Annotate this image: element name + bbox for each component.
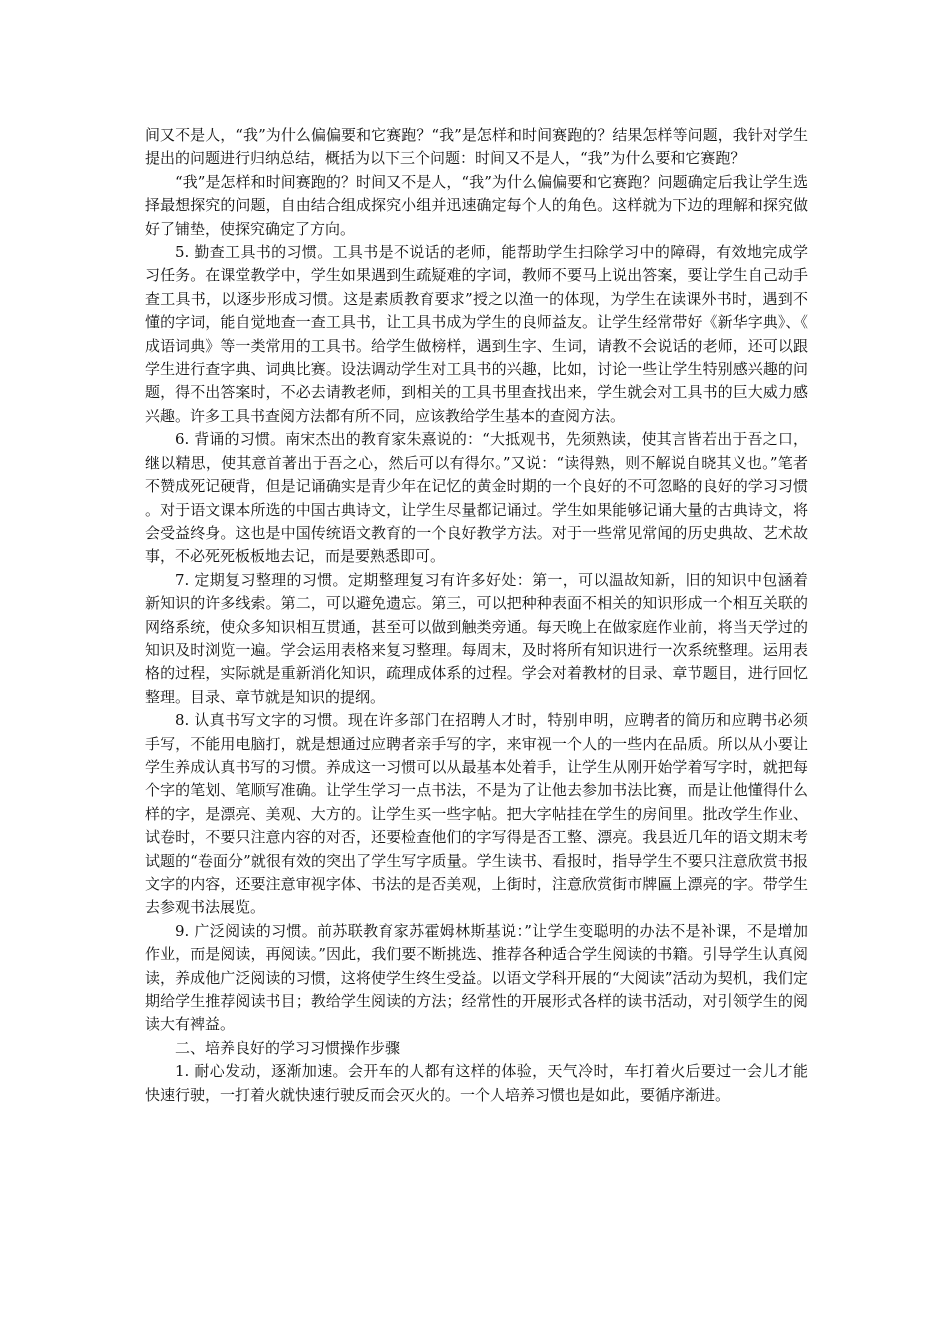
paragraph-habit-6-recitation: 6. 背诵的习惯。南宋杰出的教育家朱熹说的：“大抵观书，先须熟读，使其言皆若出于吾之口，继以精思，使其意首著出于吾之心，然后可以有得尔。”又说：“读得熟，则不解说自晓其义也。”笔者不赞成死记硬背，但是记诵确实是青少年在记忆的黄金时期的一个良好的不可忽略的良好的学习习惯。对于语文课本所选的中国古典诗文，让学生尽量都记诵过。学生如果能够记诵大量的古典诗文，将会受益终身。这也是中国传统语文教育的一个良好教学方法。对于一些常见常闻的历史典故、艺术故事，不必死死板板地去记，而是要熟悉即可。	[145, 430, 808, 566]
paragraph-inquiry-questions: “我”是怎样和时间赛跑的？时间又不是人，“我”为什么偏偏要和它赛跑？问题确定后我让学生选择最想探究的问题，自由结合组成探究小组并迅速确定每个人的角色。这样就为下边的理解和探究做好了铺垫，使探究确定了方向。	[145, 172, 808, 238]
paragraph-continuation: 间又不是人，“我”为什么偏偏要和它赛跑？“我”是怎样和时间赛跑的？结果怎样等问题，我针对学生提出的问题进行归纳总结，概括为以下三个问题：时间又不是人，“我”为什么要和它赛跑？	[145, 126, 808, 168]
paragraph-step-1: 1. 耐心发动，逐渐加速。会开车的人都有这样的体验，天气冷时，车打着火后要过一会儿才能快速行驶，一打着火就快速行驶反而会灭火的。一个人培养习惯也是如此，要循序渐进。	[145, 1062, 808, 1104]
document-page	[145, 124, 808, 1107]
section-heading-steps: 二、培养良好的学习习惯操作步骤	[175, 1038, 401, 1057]
paragraph-habit-9-reading: 9. 广泛阅读的习惯。前苏联教育家苏霍姆林斯基说：”让学生变聪明的办法不是补课，不是增加作业，而是阅读，再阅读。”因此，我们要不断挑选、推荐各种适合学生阅读的书籍。引导学生认真阅读，养成他广泛阅读的习惯，这将使学生终生受益。以语文学科开展的“大阅读”活动为契机，我们定期给学生推荐阅读书目；教给学生阅读的方法；经常性的开展形式各样的读书活动，对引领学生的阅读大有裨益。	[145, 921, 808, 1034]
paragraph-habit-7-review: 7. 定期复习整理的习惯。定期整理复习有许多好处：第一，可以温故知新，旧的知识中包涵着新知识的许多线索。第二，可以避免遗忘。第三，可以把种种表面不相关的知识形成一个相互关联的网络系统，使众多知识相互贯通，甚至可以做到触类旁通。每天晚上在做家庭作业前，将当天学过的知识及时浏览一遍。学会运用表格来复习整理。每周末，及时将所有知识进行一次系统整理。运用表格的过程，实际就是重新消化知识，疏理成体系的过程。学会对着教材的目录、章节题目，进行回忆整理。目录、章节就是知识的提纲。	[145, 570, 808, 706]
paragraph-habit-5-reference-books: 5. 勤查工具书的习惯。工具书是不说话的老师，能帮助学生扫除学习中的障碍，有效地完成学习任务。在课堂教学中，学生如果遇到生疏疑难的字词，教师不要马上说出答案，要让学生自己动手查工具书，以逐步形成习惯。这是素质教育要求”授之以渔一的体现，为学生在读课外书时，遇到不懂的字词，能自觉地查一查工具书，让工具书成为学生的良师益友。让学生经常带好《新华字典》、《成语词典》等一类常用的工具书。给学生做榜样，遇到生字、生词，请教不会说话的老师，还可以跟学生进行查字典、词典比赛。设法调动学生对工具书的兴趣，比如，讨论一些让学生特别感兴趣的问题，得不出答案时，不必去请教老师，到相关的工具书里查找出来，学生就会对工具书的巨大威力感兴趣。许多工具书查阅方法都有所不同，应该教给学生基本的查阅方法。	[145, 243, 808, 425]
paragraph-habit-8-handwriting: 8. 认真书写文字的习惯。现在许多部门在招聘人才时，特别申明，应聘者的简历和应聘书必须手写，不能用电脑打，就是想通过应聘者亲手写的字，来审视一个人的一些内在品质。所以从小要让学生养成认真书写的习惯。养成这一习惯可以从最基本处着手，让学生从刚开始学着写字时，就把每个字的笔划、笔顺写准确。让学生学习一点书法，不是为了让他去参加书法比赛，而是让他懂得什么样的字，是漂亮、美观、大方的。让学生买一些字帖。把大字帖挂在学生的房间里。批改学生作业、试卷时，不要只注意内容的对否，还要检查他们的字写得是否工整、漂亮。我县近几年的语文期末考试题的“卷面分”就很有效的突出了学生写字质量。学生读书、看报时，指导学生不要只注意欣赏书报文字的内容，还要注意审视字体、书法的是否美观，上街时，注意欣赏街市牌匾上漂亮的字。带学生去参观书法展览。	[145, 711, 808, 917]
